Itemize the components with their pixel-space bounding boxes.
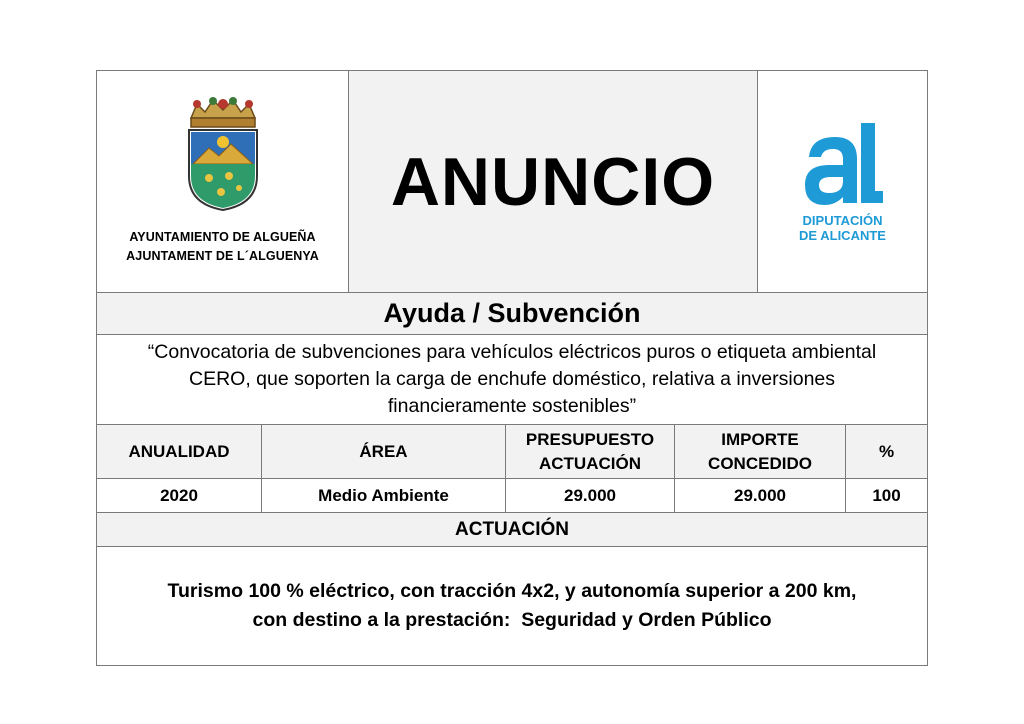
actuacion-line2: con destino a la prestación: Seguridad y Orden Público <box>252 609 772 631</box>
value-importe <box>675 479 846 512</box>
value-porcentaje-text: 100 <box>872 485 901 505</box>
header-presupuesto <box>506 425 675 478</box>
ayuntamiento-block <box>97 71 349 292</box>
description-row <box>97 335 927 425</box>
value-porcentaje <box>846 479 927 512</box>
header-anualidad <box>97 425 262 478</box>
ayuntamiento-name-va: AJUNTAMENT DE L´ALGUENYA <box>126 249 319 263</box>
table-header-row <box>97 425 927 479</box>
header-row <box>97 71 927 293</box>
actuacion-title: ACTUACIÓN <box>455 518 569 540</box>
diputacion-block <box>758 71 927 292</box>
header-anualidad-label: ANUALIDAD <box>128 441 230 461</box>
description-cell <box>97 335 927 424</box>
title-block <box>349 71 758 292</box>
header-area <box>262 425 506 478</box>
description-text: “Convocatoria de subvenciones para vehículos eléctricos puros o etiqueta ambiental CERO, que soporten la carga de enchufe doméstico, relativa a inversiones financieramente sostenibles” <box>147 341 877 417</box>
actuacion-body-row <box>97 547 927 665</box>
diputacion-name-line2: DE ALICANTE <box>799 227 886 243</box>
ayuntamiento-name-es: AYUNTAMIENTO DE ALGUEÑA <box>129 230 316 244</box>
diputacion-name-line1: DIPUTACIÓN <box>802 212 883 228</box>
header-porcentaje <box>846 425 927 478</box>
actuacion-body <box>148 577 877 635</box>
header-importe-line2: CONCEDIDO <box>708 453 812 473</box>
header-presupuesto-line2: ACTUACIÓN <box>538 453 641 473</box>
subtitle-row <box>97 293 927 335</box>
header-importe-label <box>708 428 812 476</box>
value-presupuesto <box>506 479 675 512</box>
header-importe-line1: IMPORTE <box>721 429 799 449</box>
value-area <box>262 479 506 512</box>
header-porcentaje-label: % <box>878 441 895 461</box>
coat-of-arms-icon <box>183 96 263 214</box>
diputacion-logo-icon <box>801 121 885 207</box>
header-presupuesto-line1: PRESUPUESTO <box>525 429 655 449</box>
value-importe-text: 29.000 <box>734 485 786 505</box>
value-anualidad <box>97 479 262 512</box>
table-row <box>97 479 927 513</box>
header-importe <box>675 425 846 478</box>
value-presupuesto-text: 29.000 <box>564 485 616 505</box>
value-anualidad-text: 2020 <box>160 485 198 505</box>
announcement-document <box>96 70 928 666</box>
actuacion-body-cell <box>97 547 927 665</box>
subtitle-cell <box>97 293 927 334</box>
actuacion-title-cell <box>97 513 927 546</box>
header-area-label: ÁREA <box>359 441 408 461</box>
actuacion-title-row <box>97 513 927 547</box>
subtitle: Ayuda / Subvención <box>383 298 641 328</box>
page-title: ANUNCIO <box>390 143 716 220</box>
actuacion-line1: Turismo 100 % eléctrico, con tracción 4x2, y autonomía superior a 200 km, <box>167 580 857 602</box>
header-presupuesto-label <box>526 428 654 476</box>
value-area-text: Medio Ambiente <box>318 485 449 505</box>
